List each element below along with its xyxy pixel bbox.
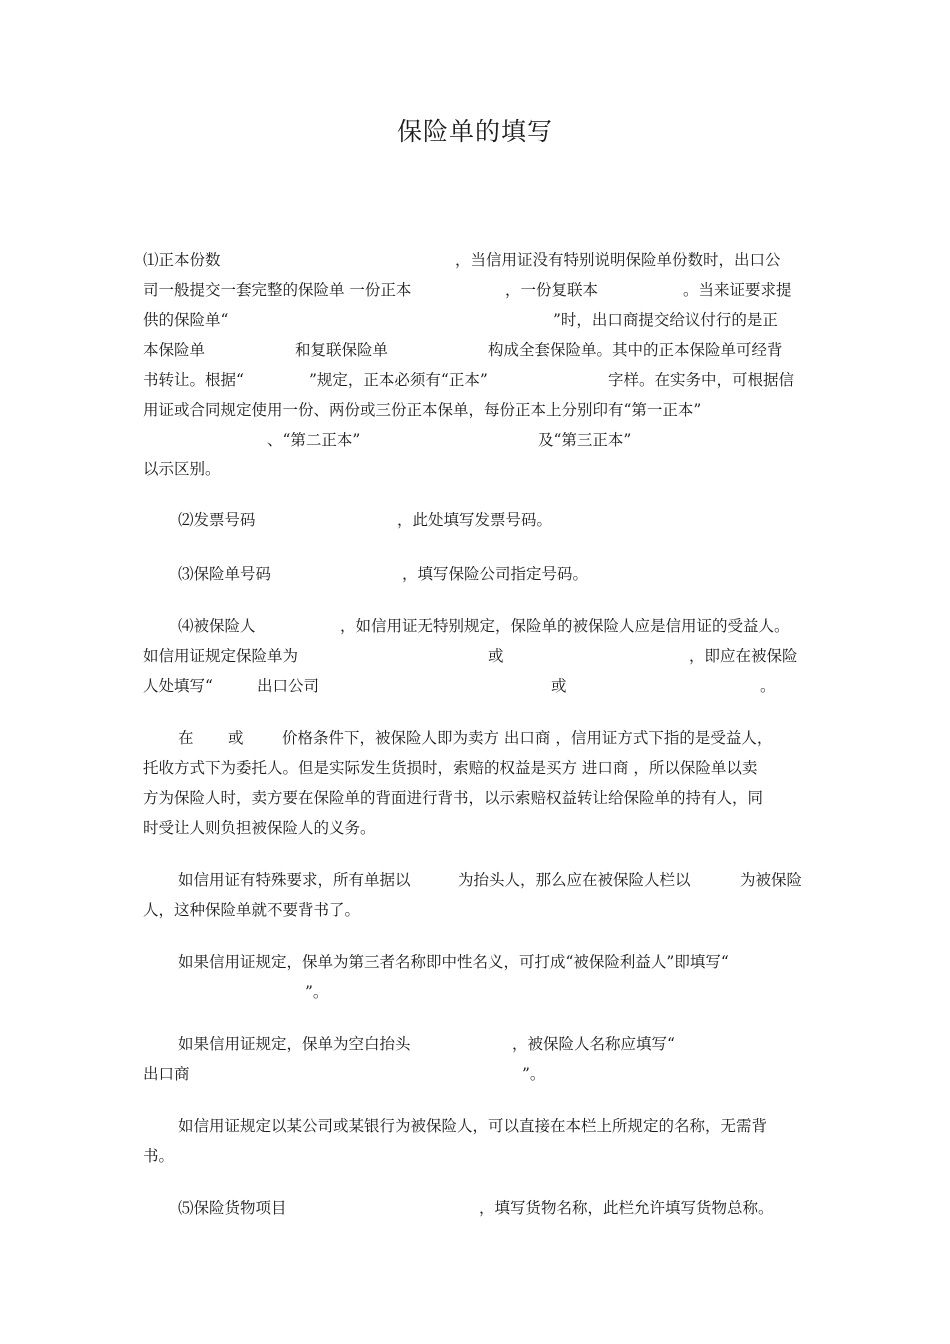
text-line (0, 278, 950, 302)
text-segment: ”。 (305, 983, 329, 1001)
text-segment: 、“第二正本” (267, 431, 361, 449)
text-line (0, 457, 950, 481)
text-segment: 出口商 (143, 1065, 190, 1083)
text-segment: 司一般提交一套完整的保险单 一份正本 (143, 281, 412, 299)
text-line (0, 756, 950, 780)
text-segment: 书。 (143, 1147, 175, 1165)
text-line (0, 674, 950, 698)
text-segment: 书转让。根据“ (143, 371, 244, 389)
text-segment: ⑷被保险人 (178, 617, 256, 635)
text-segment: ，此处填写发票号码。 (397, 511, 553, 529)
text-line (0, 428, 950, 452)
text-line (0, 1144, 950, 1168)
text-line (0, 614, 950, 638)
text-segment: ”时，出口商提交给议付行的是正 (553, 311, 778, 329)
text-segment: ，当信用证没有特别说明保险单份数时，出口公 (455, 251, 781, 269)
text-line (0, 1196, 950, 1220)
text-line (0, 816, 950, 840)
text-segment: ”。 (522, 1065, 546, 1083)
text-line (0, 368, 950, 392)
text-line (0, 980, 950, 1004)
text-segment: 字样。在实务中，可根据信 (608, 371, 795, 389)
text-segment: 价格条件下，被保险人即为卖方 出口商 ，信用证方式下指的是受益人， (282, 729, 773, 747)
text-line (0, 398, 950, 422)
text-segment: 以示区别。 (143, 460, 221, 478)
text-line (0, 950, 950, 974)
text-segment: 为抬头人，那么应在被保险人栏以 (458, 871, 691, 889)
text-line (0, 508, 950, 532)
text-segment: 用证或合同规定使用一份、两份或三份正本保单，每份正本上分别印有“第一正本” (143, 401, 702, 419)
text-segment: 或 (551, 677, 567, 695)
text-segment: 如信用证有特殊要求，所有单据以 (178, 871, 411, 889)
text-segment: ，填写保险公司指定号码。 (402, 565, 589, 583)
text-segment: 人处填写“ (143, 677, 213, 695)
text-segment: 和复联保险单 (295, 341, 389, 359)
text-segment: 或 (228, 729, 244, 747)
text-line (0, 248, 950, 272)
text-segment: 方为保险人时，卖方要在保险单的背面进行背书，以示索赔权益转让给保险单的持有人，同 (143, 789, 764, 807)
text-segment: 。 (760, 677, 776, 695)
text-line (0, 898, 950, 922)
text-segment: 本保险单 (143, 341, 206, 359)
text-line (0, 308, 950, 332)
text-line (0, 562, 950, 586)
text-segment: 人，这种保险单就不要背书了。 (143, 901, 361, 919)
text-segment: ，一份复联本 (505, 281, 599, 299)
text-segment: 或 (488, 647, 504, 665)
text-segment: ，被保险人名称应填写“ (512, 1035, 675, 1053)
text-segment: ，即应在被保险 (689, 647, 798, 665)
text-segment: ⑵发票号码 (178, 511, 256, 529)
text-segment: ⑸保险货物项目 (178, 1199, 287, 1217)
text-segment: ，如信用证无特别规定，保险单的被保险人应是信用证的受益人。 (340, 617, 790, 635)
text-line (0, 1032, 950, 1056)
text-line (0, 1062, 950, 1086)
text-segment: 如果信用证规定，保单为空白抬头 (178, 1035, 411, 1053)
text-line (0, 644, 950, 668)
text-segment: 在 (178, 729, 194, 747)
text-segment: 为被保险 (740, 871, 803, 889)
text-segment: 如信用证规定保险单为 (143, 647, 299, 665)
text-segment: 时受让人则负担被保险人的义务。 (143, 819, 376, 837)
text-segment: ”规定，正本必须有“正本” (309, 371, 488, 389)
text-line (0, 338, 950, 362)
text-segment: ⑶保险单号码 (178, 565, 272, 583)
text-line (0, 726, 950, 750)
text-segment: 托收方式下为委托人。但是实际发生货损时，索赔的权益是买方 进口商 ，所以保险单以卖 (143, 759, 758, 777)
text-segment: 供的保险单“ (143, 311, 229, 329)
text-segment: 及“第三正本” (538, 431, 632, 449)
page-title: 保险单的填写 (396, 117, 553, 146)
text-segment: 如果信用证规定，保单为第三者名称即中性名义，可打成“被保险利益人”即填写“ (178, 953, 729, 971)
text-segment: 。当来证要求提 (683, 281, 792, 299)
text-segment: 出口公司 (257, 677, 320, 695)
text-line (0, 1114, 950, 1138)
text-segment: ，填写货物名称，此栏允许填写货物总称。 (479, 1199, 774, 1217)
text-line (0, 868, 950, 892)
text-segment: 如信用证规定以某公司或某银行为被保险人，可以直接在本栏上所规定的名称，无需背 (178, 1117, 768, 1135)
text-segment: ⑴正本份数 (143, 251, 221, 269)
text-segment: 构成全套保险单。其中的正本保险单可经背 (488, 341, 783, 359)
text-line (0, 786, 950, 810)
